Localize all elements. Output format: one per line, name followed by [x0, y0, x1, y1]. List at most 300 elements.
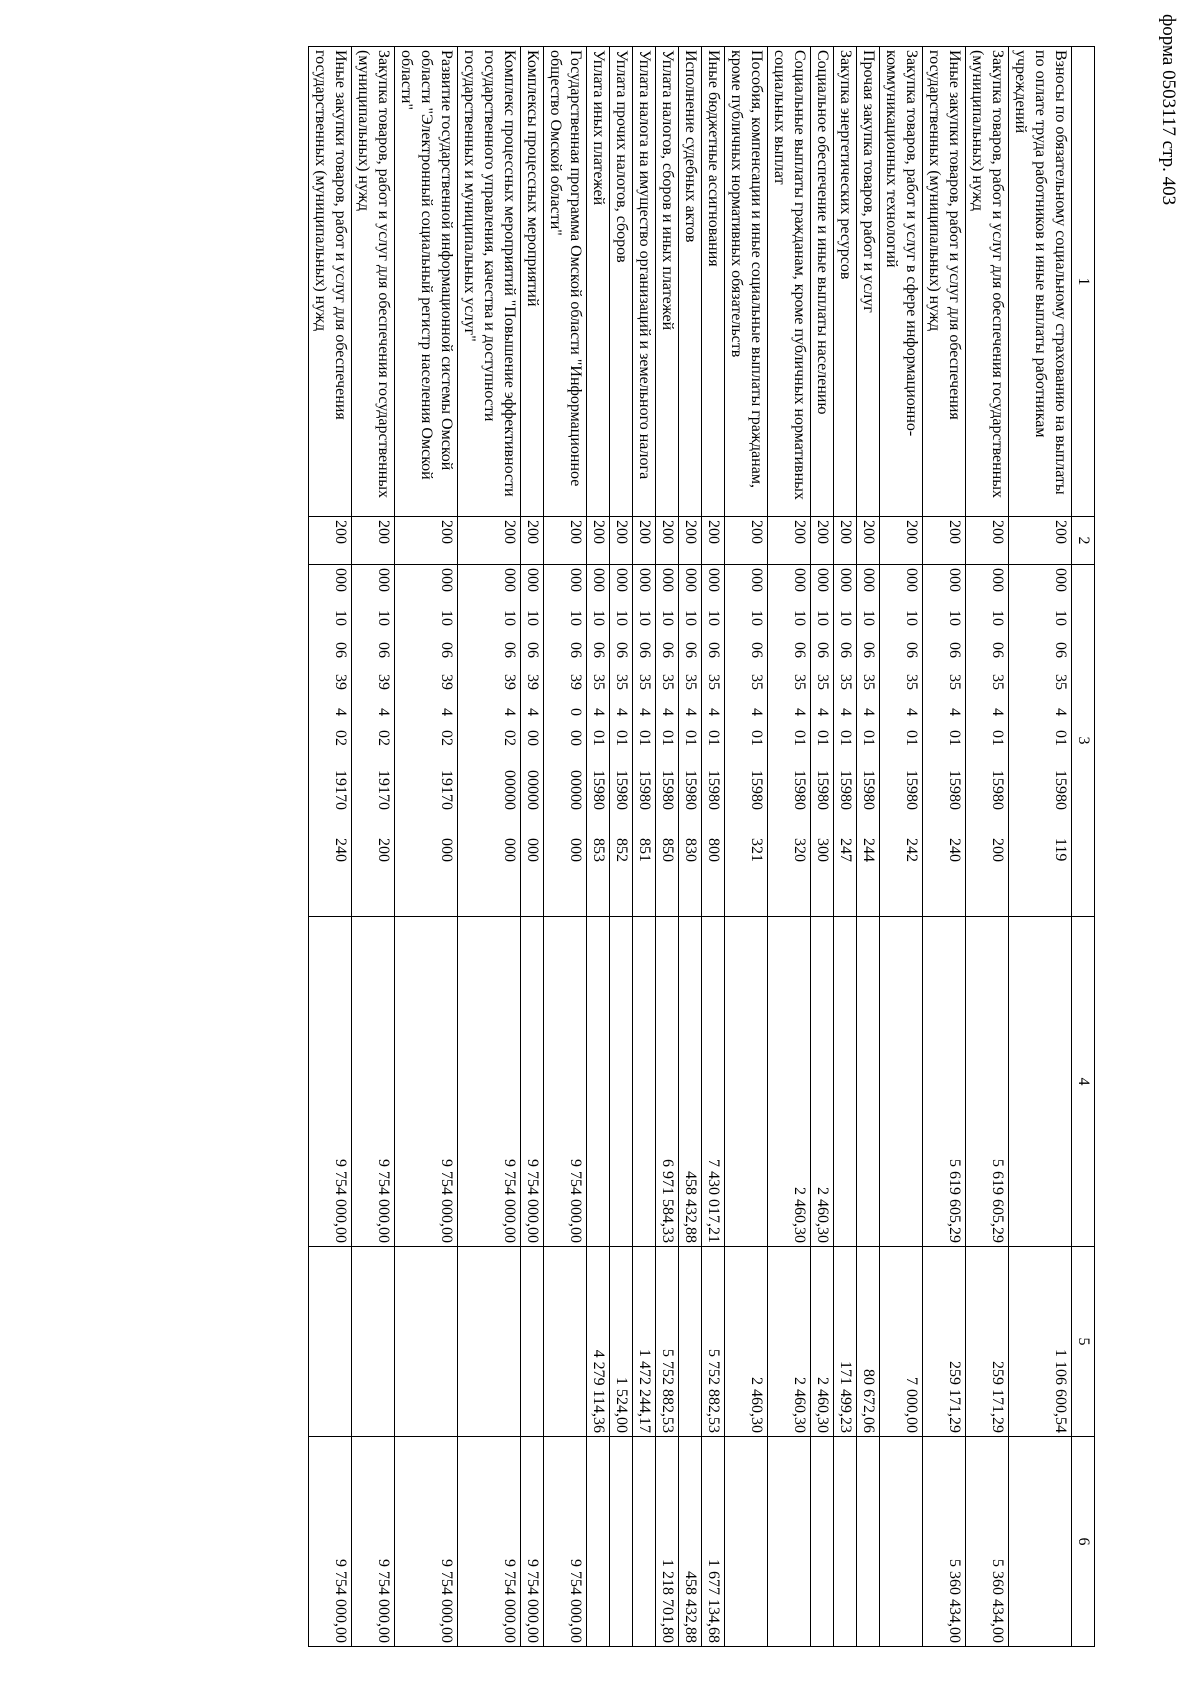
row-name: Исполнение судебных актов [679, 47, 702, 517]
row-line-code: 200 [633, 517, 656, 565]
budget-code-part: 852 [613, 838, 630, 862]
row-budget-code [725, 565, 768, 917]
budget-code-part: 4 [332, 708, 349, 716]
budget-code-part: 10 [682, 610, 699, 626]
row-name: Закупка энергетических ресурсов [834, 47, 857, 517]
row-budget-code [521, 565, 544, 917]
budget-code-part: 39 [567, 674, 584, 690]
budget-code-part: 35 [791, 674, 808, 690]
budget-code-part: 15980 [791, 770, 808, 810]
row-executed-amount: 80 672,06 [857, 1247, 880, 1437]
budget-code-part: 06 [438, 642, 455, 658]
budget-code-part: 01 [903, 730, 920, 746]
col-header-5: 5 [1072, 1247, 1095, 1437]
row-line-code: 200 [309, 517, 352, 565]
budget-code-part: 35 [814, 674, 831, 690]
budget-code-parts [944, 568, 964, 913]
budget-code-part: 00000 [501, 770, 518, 810]
budget-code-part: 01 [946, 730, 963, 746]
row-line-code: 200 [702, 517, 725, 565]
row-approved-amount [880, 917, 923, 1247]
budget-code-part: 10 [748, 610, 765, 626]
budget-code-part: 000 [332, 568, 349, 592]
row-unexecuted-amount: 5 360 434,00 [966, 1437, 1009, 1647]
row-line-code: 200 [1009, 517, 1072, 565]
row-approved-amount: 9 754 000,00 [544, 917, 587, 1247]
row-approved-amount: 6 971 584,33 [656, 917, 679, 1247]
col-header-1: 1 [1072, 47, 1095, 517]
budget-code-part: 830 [682, 838, 699, 862]
header-row [1072, 47, 1095, 1647]
budget-code-part: 000 [613, 568, 630, 592]
row-executed-amount [309, 1247, 352, 1437]
row-budget-code [768, 565, 811, 917]
row-unexecuted-amount [725, 1437, 768, 1647]
row-budget-code [857, 565, 880, 917]
table-body [309, 47, 1072, 1647]
row-approved-amount: 2 460,30 [768, 917, 811, 1247]
budget-code-part: 02 [375, 730, 392, 746]
row-name: Государственная программа Омской области "Информационное общество Омской области" [544, 47, 587, 517]
budget-code-part: 200 [989, 838, 1006, 862]
row-unexecuted-amount [610, 1437, 633, 1647]
budget-code-part: 000 [705, 568, 722, 592]
row-name: Комплекс процессных мероприятий "Повышение эффективности государственного управления, качества и доступности государственных и муниципальных услуг" [458, 47, 521, 517]
row-name: Развитие государственной информационной системы Омской области "Электронный социальный регистр населения Омской области" [395, 47, 458, 517]
budget-code-part: 10 [501, 610, 518, 626]
budget-code-part: 06 [590, 642, 607, 658]
budget-code-part: 000 [1052, 568, 1069, 592]
budget-code-part: 06 [1052, 642, 1069, 658]
budget-code-part: 10 [946, 610, 963, 626]
budget-code-part: 200 [375, 838, 392, 862]
row-line-code: 200 [656, 517, 679, 565]
row-name: Уплата прочих налогов, сборов [610, 47, 633, 517]
table-row [857, 47, 880, 1647]
budget-code-part: 000 [501, 568, 518, 592]
budget-code-part: 06 [705, 642, 722, 658]
budget-code-part: 35 [1052, 674, 1069, 690]
budget-code-part: 00 [567, 730, 584, 746]
row-budget-code [633, 565, 656, 917]
row-executed-amount: 171 499,23 [834, 1247, 857, 1437]
row-approved-amount: 9 754 000,00 [458, 917, 521, 1247]
row-executed-amount [458, 1247, 521, 1437]
budget-code-part: 01 [989, 730, 1006, 746]
budget-code-part: 01 [1052, 730, 1069, 746]
row-approved-amount: 9 754 000,00 [309, 917, 352, 1247]
row-name: Комплексы процессных мероприятий [521, 47, 544, 517]
row-approved-amount: 2 460,30 [811, 917, 834, 1247]
row-budget-code [395, 565, 458, 917]
budget-code-part: 15980 [1052, 770, 1069, 810]
row-unexecuted-amount: 9 754 000,00 [309, 1437, 352, 1647]
budget-code-part: 01 [636, 730, 653, 746]
budget-code-parts [330, 568, 350, 913]
budget-code-part: 39 [375, 674, 392, 690]
row-budget-code [923, 565, 966, 917]
budget-code-part: 4 [375, 708, 392, 716]
col-header-6: 6 [1072, 1437, 1095, 1647]
budget-code-part: 35 [989, 674, 1006, 690]
budget-code-part: 15980 [682, 770, 699, 810]
row-executed-amount: 5 752 882,53 [656, 1247, 679, 1437]
row-line-code: 200 [811, 517, 834, 565]
budget-code-part: 10 [1052, 610, 1069, 626]
row-executed-amount [352, 1247, 395, 1437]
budget-code-part: 02 [332, 730, 349, 746]
budget-code-part: 35 [682, 674, 699, 690]
row-budget-code [880, 565, 923, 917]
budget-code-parts [565, 568, 585, 913]
row-line-code: 200 [768, 517, 811, 565]
budget-code-parts [499, 568, 519, 913]
budget-code-parts [703, 568, 723, 913]
budget-code-part: 01 [613, 730, 630, 746]
budget-code-part: 06 [332, 642, 349, 658]
budget-code-part: 39 [332, 674, 349, 690]
budget-code-parts [436, 568, 456, 913]
row-executed-amount: 1 106 600,54 [1009, 1247, 1072, 1437]
budget-code-part: 4 [860, 708, 877, 716]
budget-code-parts [1050, 568, 1070, 913]
table-row [768, 47, 811, 1647]
budget-code-part: 35 [636, 674, 653, 690]
budget-code-part: 000 [837, 568, 854, 592]
row-name: Уплата налога на имущество организаций и земельного налога [633, 47, 656, 517]
budget-code-part: 01 [659, 730, 676, 746]
budget-code-part: 4 [636, 708, 653, 716]
budget-code-part: 39 [438, 674, 455, 690]
row-unexecuted-amount [1009, 1437, 1072, 1647]
budget-code-part: 35 [860, 674, 877, 690]
budget-code-part: 000 [989, 568, 1006, 592]
row-budget-code [610, 565, 633, 917]
row-approved-amount: 5 619 605,29 [923, 917, 966, 1247]
budget-code-part: 19170 [438, 770, 455, 810]
row-budget-code [811, 565, 834, 917]
row-approved-amount: 5 619 605,29 [966, 917, 1009, 1247]
table-row [880, 47, 923, 1647]
row-executed-amount: 259 171,29 [966, 1247, 1009, 1437]
row-line-code: 200 [966, 517, 1009, 565]
row-executed-amount: 1 472 244,17 [633, 1247, 656, 1437]
budget-code-part: 320 [791, 838, 808, 862]
budget-code-parts [522, 568, 542, 913]
row-line-code: 200 [544, 517, 587, 565]
budget-code-part: 240 [332, 838, 349, 862]
budget-code-part: 000 [946, 568, 963, 592]
budget-code-part: 15980 [748, 770, 765, 810]
row-unexecuted-amount [633, 1437, 656, 1647]
budget-code-part: 4 [438, 708, 455, 716]
budget-code-part: 4 [903, 708, 920, 716]
row-unexecuted-amount: 9 754 000,00 [544, 1437, 587, 1647]
budget-code-part: 19170 [375, 770, 392, 810]
budget-code-part: 000 [590, 568, 607, 592]
row-line-code: 200 [395, 517, 458, 565]
budget-code-parts [680, 568, 700, 913]
budget-code-part: 000 [748, 568, 765, 592]
row-budget-code [352, 565, 395, 917]
budget-code-part: 06 [791, 642, 808, 658]
table-row [966, 47, 1009, 1647]
budget-code-part: 15980 [613, 770, 630, 810]
row-approved-amount [633, 917, 656, 1247]
budget-code-part: 850 [659, 838, 676, 862]
budget-code-part: 06 [814, 642, 831, 658]
budget-code-part: 10 [903, 610, 920, 626]
row-name: Социальное обеспечение и иные выплаты населению [811, 47, 834, 517]
row-approved-amount [857, 917, 880, 1247]
table-row [834, 47, 857, 1647]
row-executed-amount: 2 460,30 [811, 1247, 834, 1437]
budget-code-parts [858, 568, 878, 913]
table-row [679, 47, 702, 1647]
col-header-4: 4 [1072, 917, 1095, 1247]
budget-code-part: 4 [837, 708, 854, 716]
budget-code-part: 15980 [705, 770, 722, 810]
budget-code-part: 247 [837, 838, 854, 862]
budget-code-part: 10 [837, 610, 854, 626]
row-budget-code [544, 565, 587, 917]
budget-code-part: 19170 [332, 770, 349, 810]
budget-code-part: 06 [837, 642, 854, 658]
budget-code-part: 10 [524, 610, 541, 626]
budget-code-part: 10 [613, 610, 630, 626]
budget-code-part: 15980 [903, 770, 920, 810]
row-executed-amount: 7 000,00 [880, 1247, 923, 1437]
row-executed-amount: 2 460,30 [768, 1247, 811, 1437]
row-approved-amount [834, 917, 857, 1247]
table-row [633, 47, 656, 1647]
budget-code-part: 00000 [524, 770, 541, 810]
row-unexecuted-amount [880, 1437, 923, 1647]
table-row [587, 47, 610, 1647]
budget-code-part: 15980 [590, 770, 607, 810]
row-executed-amount [395, 1247, 458, 1437]
col-header-3: 3 [1072, 565, 1095, 917]
table-row [811, 47, 834, 1647]
row-approved-amount [587, 917, 610, 1247]
row-budget-code [458, 565, 521, 917]
budget-code-part: 06 [501, 642, 518, 658]
row-approved-amount: 7 430 017,21 [702, 917, 725, 1247]
table-row [458, 47, 521, 1647]
budget-code-part: 15980 [989, 770, 1006, 810]
table-row [1009, 47, 1072, 1647]
form-label: форма 0503117 стр. 403 [1158, 14, 1179, 206]
budget-code-part: 06 [567, 642, 584, 658]
row-unexecuted-amount [811, 1437, 834, 1647]
row-name: Иные закупки товаров, работ и услуг для обеспечения государственных (муниципальных) нужд [309, 47, 352, 517]
budget-code-parts [987, 568, 1007, 913]
budget-code-part: 35 [903, 674, 920, 690]
table-row [395, 47, 458, 1647]
row-unexecuted-amount: 5 360 434,00 [923, 1437, 966, 1647]
budget-code-part: 10 [814, 610, 831, 626]
row-budget-code [679, 565, 702, 917]
budget-code-part: 01 [705, 730, 722, 746]
budget-code-part: 300 [814, 838, 831, 862]
row-executed-amount: 4 279 114,36 [587, 1247, 610, 1437]
budget-code-part: 000 [524, 568, 541, 592]
budget-code-part: 000 [438, 838, 455, 862]
row-name: Уплата налогов, сборов и иных платежей [656, 47, 679, 517]
budget-code-part: 244 [860, 838, 877, 862]
budget-code-part: 4 [1052, 708, 1069, 716]
budget-code-part: 000 [682, 568, 699, 592]
row-unexecuted-amount [587, 1437, 610, 1647]
budget-code-part: 0 [567, 708, 584, 716]
row-approved-amount [725, 917, 768, 1247]
row-line-code: 200 [834, 517, 857, 565]
budget-code-part: 4 [814, 708, 831, 716]
row-executed-amount [544, 1247, 587, 1437]
budget-code-part: 35 [748, 674, 765, 690]
budget-code-parts [634, 568, 654, 913]
row-unexecuted-amount: 1 218 701,80 [656, 1437, 679, 1647]
row-name: Уплата иных платежей [587, 47, 610, 517]
row-budget-code [1009, 565, 1072, 917]
col-header-2: 2 [1072, 517, 1095, 565]
row-line-code: 200 [521, 517, 544, 565]
budget-code-part: 000 [567, 838, 584, 862]
budget-code-part: 02 [438, 730, 455, 746]
budget-code-part: 000 [814, 568, 831, 592]
row-line-code: 200 [923, 517, 966, 565]
budget-code-part: 35 [837, 674, 854, 690]
budget-code-part: 01 [814, 730, 831, 746]
row-name: Закупка товаров, работ и услуг для обеспечения государственных (муниципальных) нужд [966, 47, 1009, 517]
budget-code-part: 4 [613, 708, 630, 716]
row-unexecuted-amount: 1 677 134,68 [702, 1437, 725, 1647]
budget-code-part: 15980 [837, 770, 854, 810]
budget-code-part: 01 [837, 730, 854, 746]
budget-code-part: 4 [682, 708, 699, 716]
budget-code-part: 35 [590, 674, 607, 690]
budget-code-part: 35 [946, 674, 963, 690]
budget-code-part: 10 [332, 610, 349, 626]
row-name: Иные бюджетные ассигнования [702, 47, 725, 517]
budget-code-part: 01 [791, 730, 808, 746]
budget-code-part: 000 [501, 838, 518, 862]
budget-code-part: 35 [705, 674, 722, 690]
row-line-code: 200 [679, 517, 702, 565]
budget-code-part: 00 [524, 730, 541, 746]
budget-code-part: 000 [375, 568, 392, 592]
budget-code-part: 01 [748, 730, 765, 746]
row-name: Прочая закупка товаров, работ и услуг [857, 47, 880, 517]
budget-code-part: 000 [659, 568, 676, 592]
table-row [309, 47, 352, 1647]
budget-code-part: 06 [748, 642, 765, 658]
row-line-code: 200 [725, 517, 768, 565]
budget-code-parts [373, 568, 393, 913]
row-line-code: 200 [880, 517, 923, 565]
budget-code-part: 10 [636, 610, 653, 626]
budget-code-part: 06 [946, 642, 963, 658]
budget-code-part: 06 [682, 642, 699, 658]
budget-code-part: 01 [590, 730, 607, 746]
row-unexecuted-amount: 9 754 000,00 [352, 1437, 395, 1647]
row-budget-code [309, 565, 352, 917]
row-name: Иные закупки товаров, работ и услуг для обеспечения государственных (муниципальных) нужд [923, 47, 966, 517]
budget-code-part: 39 [524, 674, 541, 690]
row-line-code: 200 [610, 517, 633, 565]
row-approved-amount: 9 754 000,00 [352, 917, 395, 1247]
row-budget-code [702, 565, 725, 917]
row-unexecuted-amount [834, 1437, 857, 1647]
row-approved-amount: 9 754 000,00 [395, 917, 458, 1247]
budget-code-part: 000 [860, 568, 877, 592]
row-line-code: 200 [587, 517, 610, 565]
row-name: Социальные выплаты гражданам, кроме публичных нормативных социальных выплат [768, 47, 811, 517]
row-executed-amount: 2 460,30 [725, 1247, 768, 1437]
budget-code-part: 10 [659, 610, 676, 626]
budget-code-parts [746, 568, 766, 913]
table-row [521, 47, 544, 1647]
budget-code-part: 06 [636, 642, 653, 658]
budget-code-part: 02 [501, 730, 518, 746]
budget-code-part: 01 [860, 730, 877, 746]
budget-code-parts [812, 568, 832, 913]
budget-code-part: 242 [903, 838, 920, 862]
budget-code-part: 4 [791, 708, 808, 716]
budget-code-parts [588, 568, 608, 913]
table-row [352, 47, 395, 1647]
row-unexecuted-amount: 9 754 000,00 [395, 1437, 458, 1647]
row-unexecuted-amount [857, 1437, 880, 1647]
row-approved-amount [1009, 917, 1072, 1247]
table-row [923, 47, 966, 1647]
budget-code-part: 000 [438, 568, 455, 592]
budget-code-parts [789, 568, 809, 913]
budget-code-part: 15980 [659, 770, 676, 810]
row-line-code: 200 [352, 517, 395, 565]
row-budget-code [966, 565, 1009, 917]
budget-code-part: 15980 [636, 770, 653, 810]
budget-code-part: 06 [860, 642, 877, 658]
budget-code-parts [611, 568, 631, 913]
budget-code-part: 000 [567, 568, 584, 592]
budget-code-part: 000 [524, 838, 541, 862]
budget-code-part: 10 [860, 610, 877, 626]
row-line-code: 200 [458, 517, 521, 565]
row-budget-code [656, 565, 679, 917]
row-unexecuted-amount: 9 754 000,00 [458, 1437, 521, 1647]
row-executed-amount [521, 1247, 544, 1437]
budget-code-part: 4 [501, 708, 518, 716]
budget-code-part: 06 [989, 642, 1006, 658]
budget-code-parts [901, 568, 921, 913]
row-name: Закупка товаров, работ и услуг в сфере информационно-коммуникационных технологий [880, 47, 923, 517]
budget-code-part: 35 [659, 674, 676, 690]
budget-code-part: 35 [613, 674, 630, 690]
budget-code-part: 851 [636, 838, 653, 862]
report-page [110, 46, 1095, 1646]
table-row [702, 47, 725, 1647]
budget-code-part: 15980 [946, 770, 963, 810]
budget-code-part: 10 [705, 610, 722, 626]
budget-code-part: 4 [659, 708, 676, 716]
budget-code-part: 06 [613, 642, 630, 658]
row-approved-amount [610, 917, 633, 1247]
budget-code-part: 4 [524, 708, 541, 716]
table-row [725, 47, 768, 1647]
budget-code-part: 06 [903, 642, 920, 658]
budget-code-part: 4 [590, 708, 607, 716]
